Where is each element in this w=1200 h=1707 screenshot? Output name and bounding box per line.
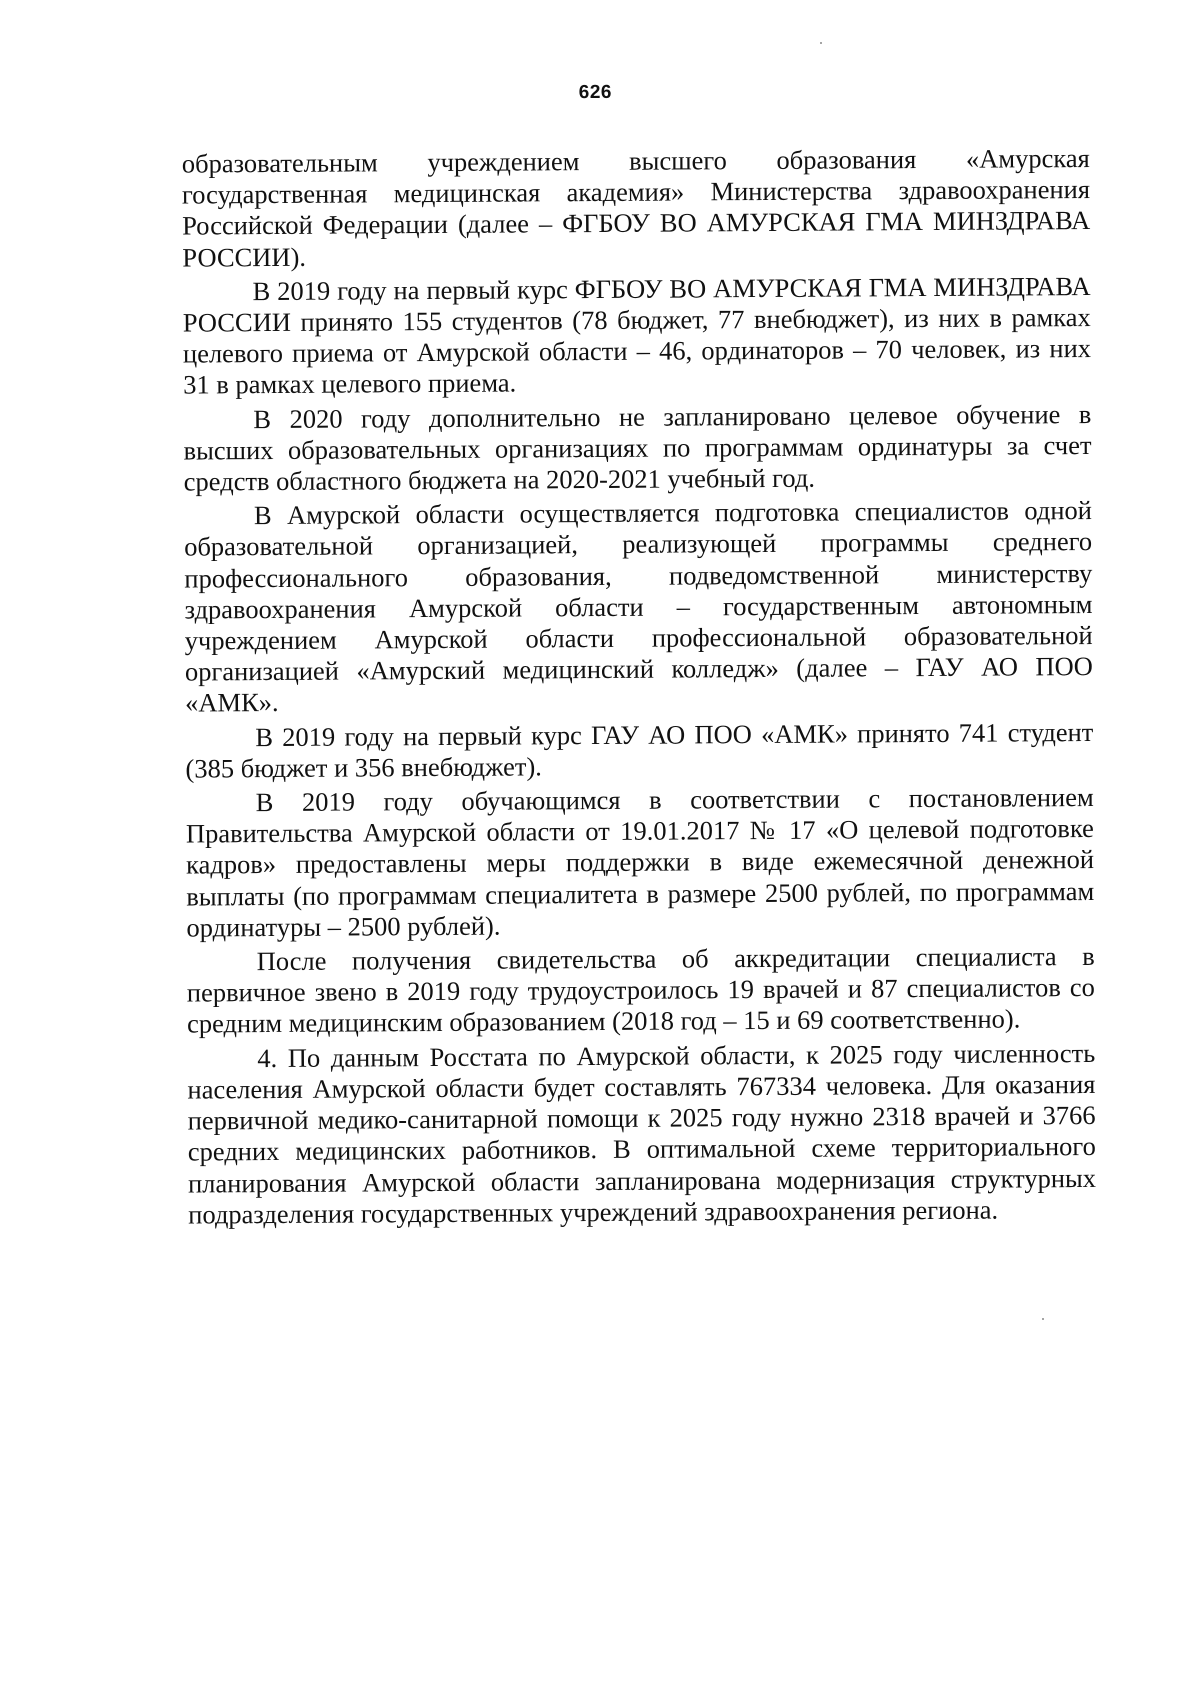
paragraph-support-measures: В 2019 году обучающимся в соответствии с постановлением Правительства Амурской области от 19.01.2017 № 17 «О целевой подготовке кадров» предоставлены меры поддержки в виде ежемесячной денежной выплаты (по программам специалитета в размере 2500 рублей, по программам ординатуры – 2500 рублей). <box>185 782 1095 943</box>
page-number: 626 <box>578 81 613 104</box>
paragraph-rosstat-forecast: 4. По данным Росстата по Амурской области, к 2025 году численность населения Амурской области будет составлять 767334 человека. Для оказания первичной медико-санитарной помощи к 2025 году нужно 2318 врачей и 3766 средних медицинских работников. В оптимальной схеме территориального планирования Амурской области запланирована модернизация структурных подразделения государственных учреждений здравоохранения региона. <box>187 1037 1097 1230</box>
paragraph-continuation: образовательным учреждением высшего образования «Амурская государственная медицинская академия» Министерства здравоохранения Российской Федерации (далее – ФГБОУ ВО АМУРСКАЯ ГМА МИНЗДРАВА РОССИИ). <box>181 142 1091 273</box>
paragraph-college-training: В Амурской области осуществляется подготовка специалистов одной образовательной организацией, реализующей программы среднего профессионального образования, подведомственной министерству здравоохранения Амурской области – государственным автономным учреждением Амурской области профессиональной образовательной организацией «Амурский медицинский колледж» (далее – ГАУ АО ПОО «АМК». <box>184 495 1093 718</box>
scan-speck <box>820 42 822 44</box>
paragraph-2020-targeted-training: В 2020 году дополнительно не запланировано целевое обучение в высших образовательных организациях по программам ординатуры за счет средств областного бюджета на 2020-2021 учебный год. <box>183 398 1092 497</box>
scan-speck <box>1042 1318 1044 1320</box>
document-body <box>182 143 1097 1233</box>
paragraph-accreditation-employment: После получения свидетельства об аккредитации специалиста в первичное звено в 2019 году трудоустроилось 19 врачей и 87 специалистов со средним медицинским образованием (2018 год – 15 и 69 соответственно). <box>186 941 1095 1040</box>
paragraph-2019-admission-college: В 2019 году на первый курс ГАУ АО ПОО «АМК» принято 741 студент (385 бюджет и 356 внебюджет). <box>185 716 1094 784</box>
paragraph-2019-admission-academy: В 2019 году на первый курс ФГБОУ ВО АМУРСКАЯ ГМА МИНЗДРАВА РОССИИ принято 155 студентов (78 бюджет, 77 внебюджет), из них в рамках целевого приема от Амурской области – 46, ординаторов – 70 человек, из них 31 в рамках целевого приема. <box>182 270 1092 400</box>
